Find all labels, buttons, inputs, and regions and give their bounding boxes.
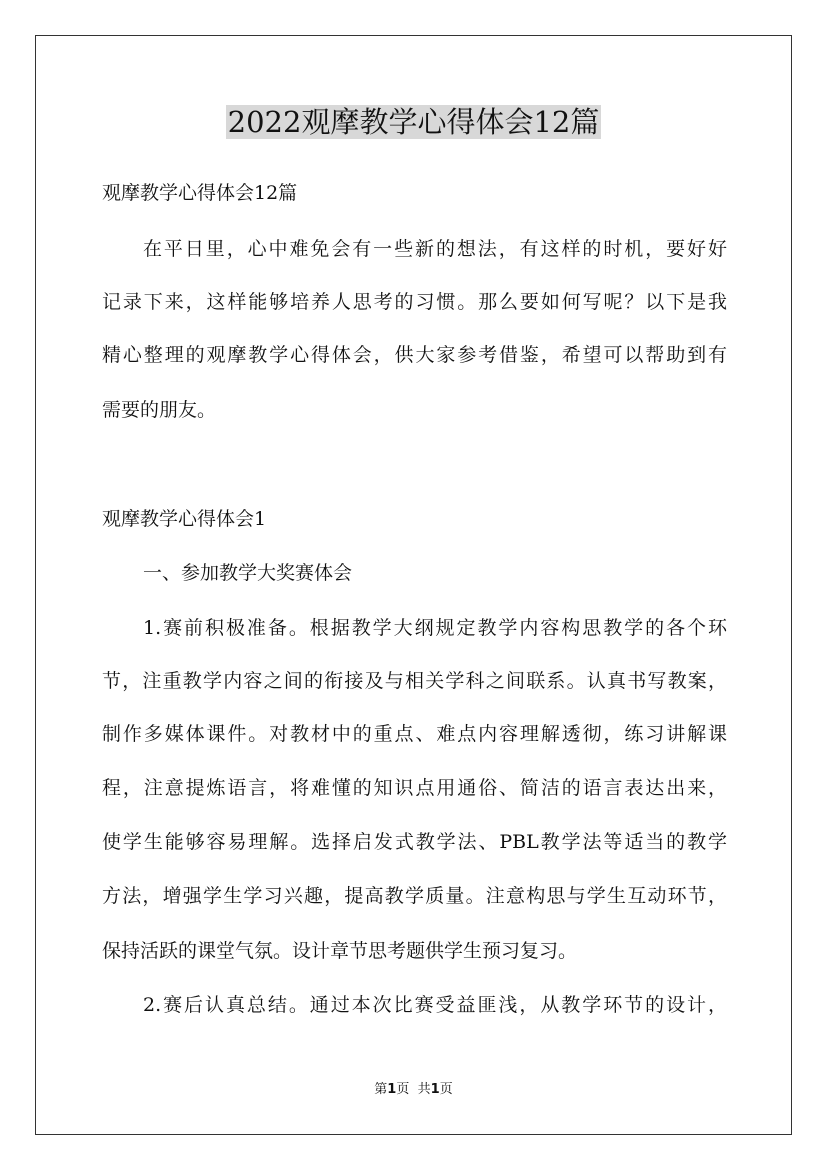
para1-line-2: 节，注重教学内容之间的衔接及与相关学科之间联系。认真书写教案， bbox=[102, 670, 727, 692]
document-subtitle: 观摩教学心得体会12篇 bbox=[102, 182, 298, 204]
intro-line-4: 需要的朋友。 bbox=[102, 399, 217, 421]
intro-line-3: 精心整理的观摩教学心得体会，供大家参考借鉴，希望可以帮助到有 bbox=[102, 344, 727, 366]
section-heading: 观摩教学心得体会1 bbox=[102, 508, 267, 530]
intro-line-1: 在平日里，心中难免会有一些新的想法，有这样的时机，要好好 bbox=[143, 238, 727, 260]
document-title-text: 2022观摩教学心得体会12篇 bbox=[227, 105, 600, 139]
para1-line-6: 方法，增强学生学习兴趣，提高教学质量。注意构思与学生互动环节， bbox=[102, 885, 727, 907]
para1-line-3: 制作多媒体课件。对教材中的重点、难点内容理解透彻，练习讲解课 bbox=[102, 723, 727, 745]
subheading: 一、参加教学大奖赛体会 bbox=[143, 562, 353, 584]
para1-line-1: 1.赛前积极准备。根据教学大纲规定教学内容构思教学的各个环 bbox=[143, 617, 727, 639]
footer-page-suffix: 页 bbox=[396, 1082, 410, 1097]
footer-total-prefix: 共 bbox=[417, 1082, 431, 1097]
page-footer bbox=[0, 1081, 827, 1099]
footer-total-suffix: 页 bbox=[439, 1082, 453, 1097]
intro-line-2: 记录下来，这样能够培养人思考的习惯。那么要如何写呢？以下是我 bbox=[102, 291, 727, 313]
para1-line-5: 使学生能够容易理解。选择启发式教学法、PBL教学法等适当的教学 bbox=[102, 831, 727, 853]
footer-total-number: 1 bbox=[430, 1082, 440, 1097]
para1-line-4: 程，注意提炼语言，将难懂的知识点用通俗、简洁的语言表达出来， bbox=[102, 777, 727, 799]
para1-line-7: 保持活跃的课堂气氛。设计章节思考题供学生预习复习。 bbox=[102, 940, 578, 962]
document-title bbox=[0, 101, 827, 143]
para2-line-1: 2.赛后认真总结。通过本次比赛受益匪浅，从教学环节的设计， bbox=[143, 994, 727, 1016]
footer-page-number: 1 bbox=[387, 1082, 397, 1097]
footer-page-prefix: 第 bbox=[374, 1082, 388, 1097]
